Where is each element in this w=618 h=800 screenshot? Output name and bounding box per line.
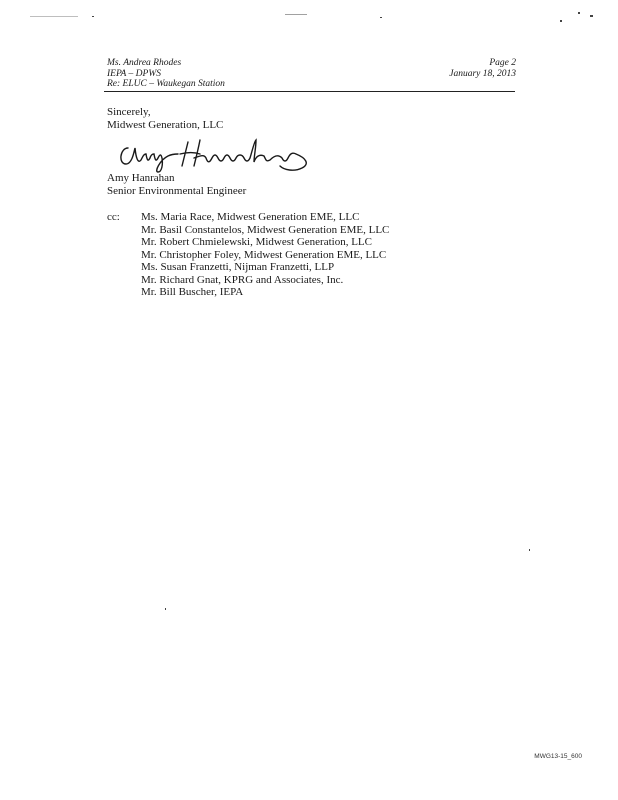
letter-header-left — [107, 58, 225, 90]
cc-recipient-list — [141, 211, 389, 299]
cc-recipient: Mr. Richard Gnat, KPRG and Associates, Inc. — [141, 273, 344, 286]
cc-recipient: Ms. Maria Race, Midwest Generation EME, LLC — [141, 211, 360, 223]
cc-recipient: Mr. Basil Constantelos, Midwest Generation EME, LLC — [141, 223, 390, 236]
cc-recipient: Mr. Robert Chmielewski, Midwest Generation, LLC — [141, 236, 372, 248]
letter-closing — [107, 106, 223, 131]
header-subject: Re: ELUC – Waukegan Station — [107, 79, 225, 89]
letter-header-right — [449, 58, 516, 79]
cc-recipient: Ms. Susan Franzetti, Nijman Franzetti, LLP — [141, 261, 335, 273]
closing-company: Midwest Generation, LLC — [107, 118, 224, 131]
scan-speck — [380, 17, 382, 18]
cc-recipient: Mr. Bill Buscher, IEPA — [141, 286, 244, 298]
scan-speck — [92, 16, 94, 17]
scan-speck — [285, 14, 307, 15]
cc-recipient: Mr. Christopher Foley, Midwest Generation EME, LLC — [141, 248, 387, 261]
closing-salutation: Sincerely, — [107, 106, 151, 118]
header-date: January 18, 2013 — [449, 68, 516, 79]
scan-speck — [560, 20, 562, 22]
cc-label: cc: — [107, 211, 120, 223]
scan-speck — [578, 12, 580, 14]
handwritten-signature — [114, 134, 319, 176]
scan-speck — [165, 608, 166, 610]
bates-number: MWG13-15_600 — [534, 753, 582, 760]
header-page-number: Page 2 — [489, 58, 516, 68]
scan-speck — [590, 15, 593, 17]
header-agency: IEPA – DPWS — [107, 68, 162, 79]
signer-title: Senior Environmental Engineer — [107, 184, 247, 197]
header-divider — [104, 91, 515, 92]
signer-block — [107, 172, 246, 197]
scan-speck — [529, 549, 530, 551]
signer-name: Amy Hanrahan — [107, 172, 175, 184]
scan-speck — [30, 16, 78, 17]
header-recipient: Ms. Andrea Rhodes — [107, 58, 182, 68]
